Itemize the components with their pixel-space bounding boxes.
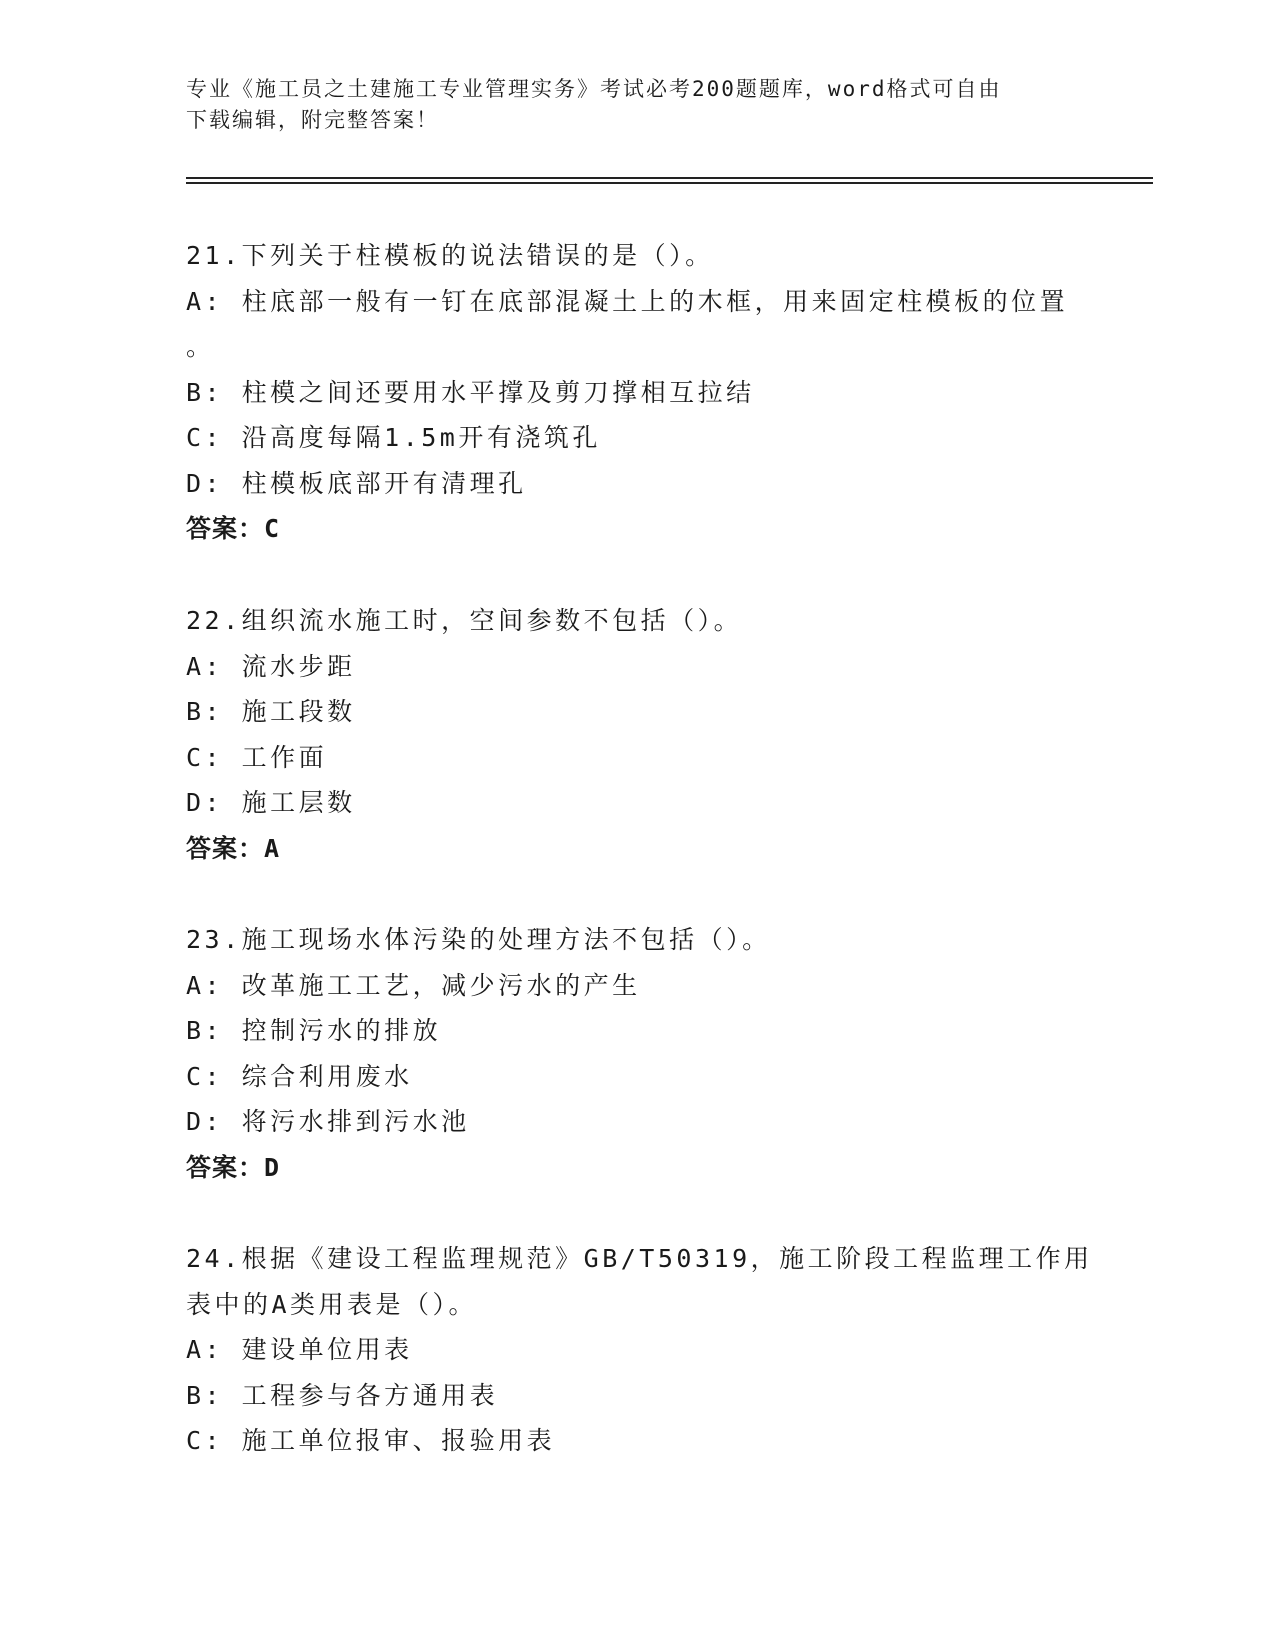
header-title-line-1: 专业《施工员之土建施工专业管理实务》考试必考200题题库，word格式可自由	[186, 77, 1002, 101]
option-a: A: 建设单位用表	[186, 1335, 413, 1364]
question-stem: 24.根据《建设工程监理规范》GB/T50319，施工阶段工程监理工作用	[186, 1244, 1093, 1273]
answer: 答案：D	[186, 1152, 281, 1182]
option-a: A: 流水步距	[186, 651, 356, 681]
option-d: D: 将污水排到污水池	[186, 1107, 470, 1136]
question-stem: 23.施工现场水体污染的处理方法不包括（）。	[186, 925, 771, 954]
option-b: B: 施工段数	[186, 697, 356, 726]
option-d: D: 柱模板底部开有清理孔	[186, 468, 527, 498]
option-c: C: 沿高度每隔1.5m开有浇筑孔	[186, 423, 601, 452]
question-21	[186, 233, 1086, 552]
question-stem-continuation: 表中的A类用表是（）。	[186, 1289, 478, 1319]
question-23	[186, 917, 1086, 1190]
option-a: A: 柱底部一般有一钉在底部混凝土上的木框，用来固定柱模板的位置	[186, 286, 1069, 316]
option-b: B: 柱模之间还要用水平撑及剪刀撑相互拉结	[186, 377, 755, 407]
question-stem: 22.组织流水施工时，空间参数不包括（）。	[186, 606, 743, 635]
answer: 答案：A	[186, 833, 281, 863]
option-a: A: 改革施工工艺，减少污水的产生	[186, 970, 641, 1000]
header-title-line-2: 下载编辑，附完整答案！	[186, 108, 439, 132]
option-b: B: 控制污水的排放	[186, 1016, 442, 1045]
document-header	[186, 74, 1086, 136]
option-a-continuation: 。	[186, 332, 215, 361]
option-c: C: 工作面	[186, 742, 328, 772]
question-22	[186, 598, 1086, 871]
option-c: C: 施工单位报审、报验用表	[186, 1426, 556, 1455]
option-d: D: 施工层数	[186, 788, 356, 817]
question-24	[186, 1236, 1093, 1464]
option-b: B: 工程参与各方通用表	[186, 1380, 499, 1410]
answer: 答案：C	[186, 514, 281, 543]
header-divider-bottom	[186, 182, 1153, 184]
option-c: C: 综合利用废水	[186, 1061, 413, 1091]
header-divider-top	[186, 177, 1153, 179]
question-stem: 21.下列关于柱模板的说法错误的是（）。	[186, 241, 714, 270]
